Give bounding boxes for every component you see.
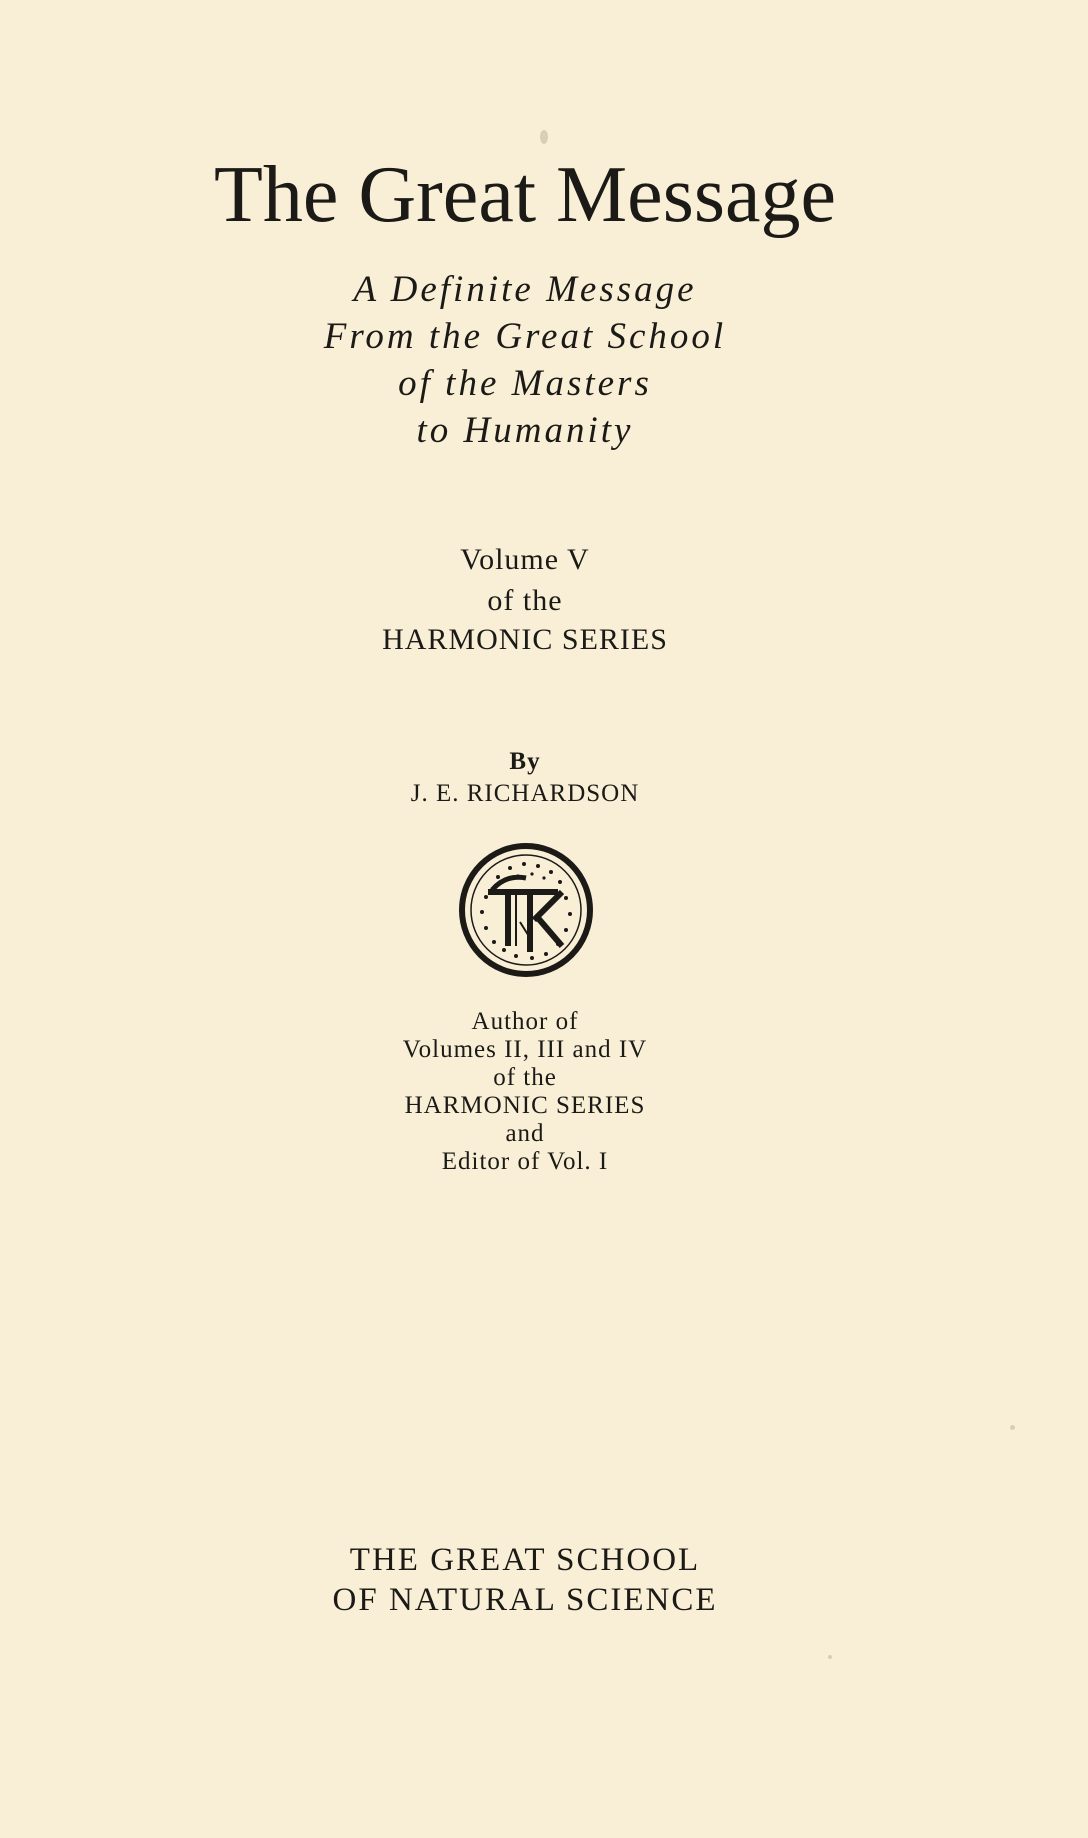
paper-speck: [1010, 1425, 1015, 1430]
publisher-line-2: OF NATURAL SCIENCE: [332, 1582, 718, 1618]
book-title: The Great Message: [214, 151, 836, 239]
volume-series: HARMONIC SERIES: [382, 623, 668, 656]
credits-line-2: Volumes II, III and IV: [402, 1036, 648, 1063]
credits-line-1: Author of: [471, 1008, 579, 1035]
publisher-line-1: THE GREAT SCHOOL: [349, 1542, 701, 1578]
volume-number: Volume V: [460, 543, 590, 576]
credits-line-5: and: [505, 1120, 545, 1147]
by-label: By: [509, 748, 541, 775]
volume-of-the: of the: [487, 584, 563, 617]
credits-line-4: HARMONIC SERIES: [404, 1092, 646, 1119]
paper-speck: [828, 1655, 832, 1659]
subtitle-line-3: of the Masters: [398, 363, 652, 404]
author-name: J. E. RICHARDSON: [410, 780, 640, 807]
subtitle-line-2: From the Great School: [323, 316, 727, 357]
paper-speck: [540, 130, 548, 144]
subtitle-line-1: A Definite Message: [353, 269, 697, 310]
credits-line-3: of the: [493, 1064, 557, 1091]
publisher-emblem-icon: [458, 842, 594, 978]
credits-line-6: Editor of Vol. I: [441, 1148, 609, 1175]
subtitle-line-4: to Humanity: [416, 410, 634, 451]
